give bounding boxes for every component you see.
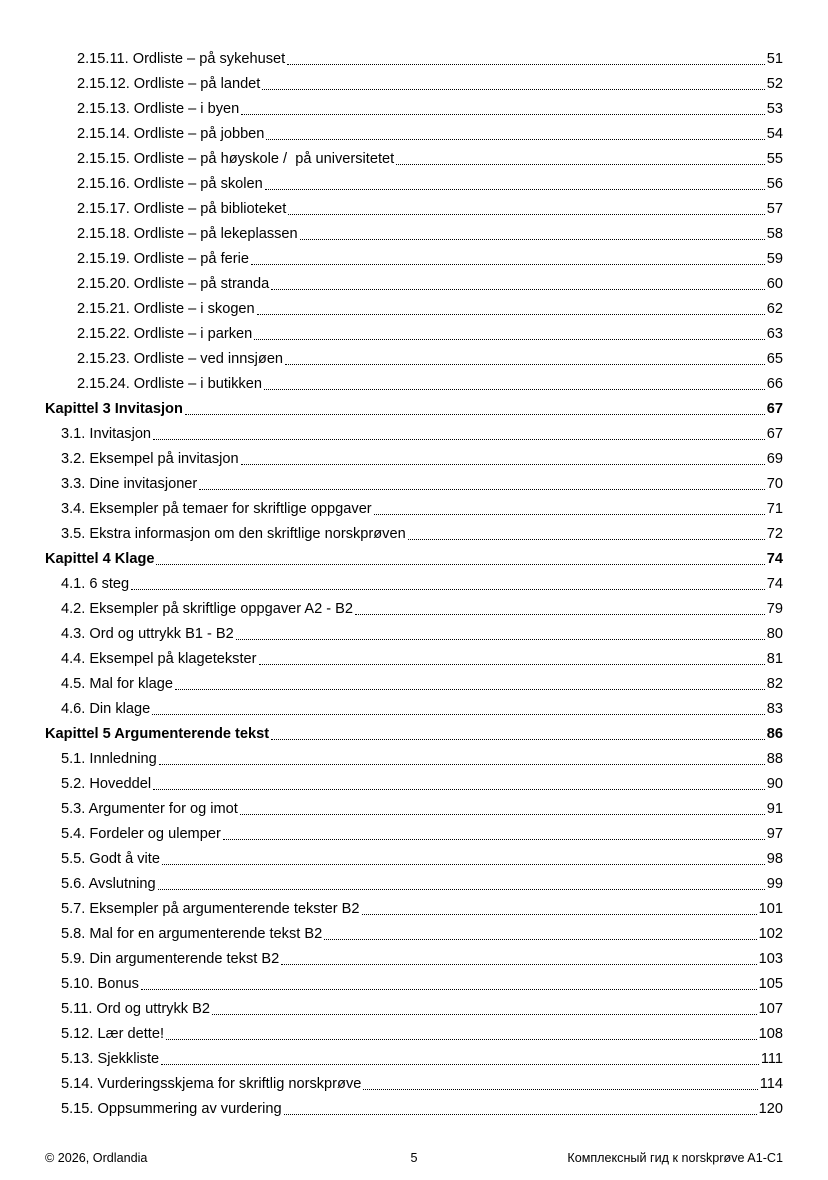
toc-entry-page: 55	[766, 151, 783, 167]
dot-leader	[236, 639, 765, 640]
toc-entry[interactable]	[0, 868, 828, 893]
dot-leader	[271, 739, 765, 740]
dot-leader	[199, 489, 764, 490]
toc-entry[interactable]	[0, 1018, 828, 1043]
toc-entry-label: 2.15.16. Ordliste – på skolen	[77, 176, 263, 192]
dot-leader	[363, 1089, 757, 1090]
dot-leader	[153, 789, 765, 790]
toc-entry-label: 5.10. Bonus	[61, 976, 139, 992]
toc-entry-label: 4.4. Eksempel på klagetekster	[61, 651, 257, 667]
toc-entry-label: Kapittel 5 Argumenterende tekst	[45, 726, 270, 742]
toc-entry[interactable]	[0, 168, 828, 193]
dot-leader	[324, 939, 756, 940]
toc-entry-page: 88	[766, 751, 783, 767]
toc-entry-label: 5.9. Din argumenterende tekst B2	[61, 951, 280, 967]
footer-title: Комплексный гид к norskprøve A1-C1	[567, 1151, 783, 1165]
page-footer	[45, 1151, 783, 1169]
dot-leader	[362, 914, 757, 915]
toc-entry-label: 5.1. Innledning	[61, 751, 157, 767]
dot-leader	[166, 1039, 757, 1040]
toc-entry-page: 83	[766, 701, 783, 717]
toc-entry[interactable]	[0, 743, 828, 768]
toc-entry[interactable]	[0, 693, 828, 718]
toc-entry-page: 63	[766, 326, 783, 342]
toc-entry-label: 3.5. Ekstra informasjon om den skriftlige norskprøven	[61, 526, 406, 542]
toc-entry-label: 2.15.17. Ordliste – på biblioteket	[77, 201, 287, 217]
toc-entry-label: 2.15.20. Ordliste – på stranda	[77, 276, 270, 292]
toc-entry[interactable]	[0, 118, 828, 143]
toc-entry-page: 70	[766, 476, 783, 492]
toc-entry-page: 74	[766, 576, 783, 592]
toc-entry-label: 3.3. Dine invitasjoner	[61, 476, 198, 492]
toc-entry-page: 91	[766, 801, 783, 817]
toc-entry-label: 4.3. Ord og uttrykk B1 - B2	[61, 626, 234, 642]
toc-entry-page: 108	[758, 1026, 783, 1042]
toc-entry[interactable]	[0, 193, 828, 218]
toc-entry-page: 105	[758, 976, 783, 992]
toc-entry-page: 120	[758, 1101, 783, 1117]
toc-entry[interactable]	[0, 418, 828, 443]
toc-entry-page: 65	[766, 351, 783, 367]
toc-entry[interactable]	[0, 243, 828, 268]
dot-leader	[257, 314, 765, 315]
toc-entry-page: 67	[766, 401, 783, 417]
toc-entry-page: 81	[766, 651, 783, 667]
toc-entry-page: 98	[766, 851, 783, 867]
toc-entry[interactable]	[0, 818, 828, 843]
toc-entry-label: 4.6. Din klage	[61, 701, 151, 717]
toc-entry-label: 5.3. Argumenter for og imot	[61, 801, 238, 817]
toc-entry-label: 2.15.14. Ordliste – på jobben	[77, 126, 265, 142]
toc-entry[interactable]	[0, 1043, 828, 1068]
toc-entry[interactable]	[0, 368, 828, 393]
dot-leader	[266, 139, 764, 140]
toc-entry-page: 86	[766, 726, 783, 742]
dot-leader	[355, 614, 765, 615]
toc-entry[interactable]	[0, 1093, 828, 1118]
toc-entry-label: 5.13. Sjekkliste	[61, 1051, 160, 1067]
toc-entry[interactable]	[0, 668, 828, 693]
toc-entry[interactable]	[0, 268, 828, 293]
toc-entry[interactable]	[0, 593, 828, 618]
toc-entry-label: 4.2. Eksempler på skriftlige oppgaver A2 - B2	[61, 601, 354, 617]
toc-entry-label: 5.14. Vurderingsskjema for skriftlig norskprøve	[61, 1076, 362, 1092]
toc-entry-page: 101	[758, 901, 783, 917]
toc-entry-label: 2.15.19. Ordliste – på ferie	[77, 251, 249, 267]
toc-entry-label: 5.7. Eksempler på argumenterende tekster B2	[61, 901, 360, 917]
toc-entry-label: 5.15. Oppsummering av vurdering	[61, 1101, 282, 1117]
toc-entry-page: 54	[766, 126, 783, 142]
dot-leader	[241, 464, 765, 465]
toc-entry-page: 58	[766, 226, 783, 242]
toc-entry-page: 57	[766, 201, 783, 217]
toc-entry-label: 5.6. Avslutning	[61, 876, 156, 892]
toc-entry-page: 80	[766, 626, 783, 642]
toc-entry[interactable]	[0, 993, 828, 1018]
toc-entry[interactable]	[0, 68, 828, 93]
toc-entry-page: 102	[758, 926, 783, 942]
toc-entry-page: 52	[766, 76, 783, 92]
toc-entry-label: 4.1. 6 steg	[61, 576, 130, 592]
toc-entry-page: 103	[758, 951, 783, 967]
dot-leader	[131, 589, 765, 590]
dot-leader	[408, 539, 765, 540]
toc-entry[interactable]	[0, 943, 828, 968]
dot-leader	[265, 189, 765, 190]
toc-entry-page: 71	[766, 501, 783, 517]
dot-leader	[159, 764, 765, 765]
toc-entry-page: 69	[766, 451, 783, 467]
dot-leader	[288, 214, 764, 215]
toc-chapter-entry[interactable]	[0, 393, 828, 418]
toc-entry[interactable]	[0, 143, 828, 168]
dot-leader	[271, 289, 764, 290]
dot-leader	[162, 864, 765, 865]
toc-entry-page: 72	[766, 526, 783, 542]
toc-entry-label: 2.15.21. Ordliste – i skogen	[77, 301, 255, 317]
toc-entry[interactable]	[0, 893, 828, 918]
dot-leader	[281, 964, 756, 965]
toc-entry-page: 66	[766, 376, 783, 392]
dot-leader	[374, 514, 765, 515]
toc-entry-page: 56	[766, 176, 783, 192]
dot-leader	[241, 114, 765, 115]
toc-entry[interactable]	[0, 443, 828, 468]
toc-entry-page: 67	[766, 426, 783, 442]
toc-entry-label: 5.4. Fordeler og ulemper	[61, 826, 221, 842]
toc-entry[interactable]	[0, 493, 828, 518]
toc-entry-page: 97	[766, 826, 783, 842]
toc-entry-page: 51	[766, 51, 783, 67]
toc-entry-label: 5.12. Lær dette!	[61, 1026, 165, 1042]
dot-leader	[259, 664, 765, 665]
toc-entry-label: 5.5. Godt å vite	[61, 851, 160, 867]
toc-entry-label: 2.15.13. Ordliste – i byen	[77, 101, 240, 117]
dot-leader	[284, 1114, 757, 1115]
toc-entry-label: Kapittel 3 Invitasjon	[45, 401, 183, 417]
dot-leader	[240, 814, 765, 815]
footer-page-number: 5	[410, 1151, 418, 1165]
toc-entry-label: 2.15.22. Ordliste – i parken	[77, 326, 253, 342]
toc-entry-page: 90	[766, 776, 783, 792]
dot-leader	[396, 164, 765, 165]
dot-leader	[285, 364, 765, 365]
toc-entry-label: 3.1. Invitasjon	[61, 426, 152, 442]
toc-entry-page: 62	[766, 301, 783, 317]
toc-entry[interactable]	[0, 1068, 828, 1093]
toc-entry-label: 2.15.18. Ordliste – på lekeplassen	[77, 226, 298, 242]
toc-entry[interactable]	[0, 318, 828, 343]
toc-entry[interactable]	[0, 768, 828, 793]
dot-leader	[175, 689, 765, 690]
toc-entry-label: 4.5. Mal for klage	[61, 676, 173, 692]
dot-leader	[153, 439, 765, 440]
toc-entry-page: 107	[758, 1001, 783, 1017]
dot-leader	[251, 264, 765, 265]
toc-entry-label: 2.15.15. Ordliste – på høyskole / på universitetet	[77, 151, 395, 167]
toc-entry-page: 114	[759, 1076, 783, 1092]
dot-leader	[264, 389, 765, 390]
toc-entry-label: 5.8. Mal for en argumenterende tekst B2	[61, 926, 323, 942]
dot-leader	[156, 564, 764, 565]
dot-leader	[185, 414, 765, 415]
footer-copyright: © 2026, Ordlandia	[45, 1151, 148, 1165]
toc-entry-page: 79	[766, 601, 783, 617]
toc-entry[interactable]	[0, 968, 828, 993]
toc-entry[interactable]	[0, 343, 828, 368]
toc-entry-label: 5.2. Hoveddel	[61, 776, 152, 792]
toc-entry-page: 53	[766, 101, 783, 117]
toc-entry[interactable]	[0, 643, 828, 668]
toc-entry[interactable]	[0, 793, 828, 818]
toc-entry-page: 60	[766, 276, 783, 292]
dot-leader	[212, 1014, 757, 1015]
toc-entry[interactable]	[0, 518, 828, 543]
dot-leader	[161, 1064, 759, 1065]
toc-entry-label: 3.4. Eksempler på temaer for skriftlige oppgaver	[61, 501, 372, 517]
toc-entry-label: 2.15.24. Ordliste – i butikken	[77, 376, 262, 392]
toc-entry-page: 111	[760, 1051, 783, 1067]
toc-entry-label: 5.11. Ord og uttrykk B2	[61, 1001, 210, 1017]
toc-entry[interactable]	[0, 568, 828, 593]
toc-entry-label: 2.15.11. Ordliste – på sykehuset	[77, 51, 286, 67]
dot-leader	[152, 714, 765, 715]
toc-entry[interactable]	[0, 843, 828, 868]
toc-entry-label: Kapittel 4 Klage	[45, 551, 155, 567]
toc-chapter-entry[interactable]	[0, 718, 828, 743]
dot-leader	[141, 989, 757, 990]
dot-leader	[300, 239, 765, 240]
dot-leader	[262, 89, 764, 90]
toc-entry[interactable]	[0, 218, 828, 243]
dot-leader	[223, 839, 765, 840]
toc-entry-page: 99	[766, 876, 783, 892]
toc-entry[interactable]	[0, 918, 828, 943]
toc-entry-page: 59	[766, 251, 783, 267]
toc-entry-label: 3.2. Eksempel på invitasjon	[61, 451, 239, 467]
toc-entry-page: 74	[766, 551, 783, 567]
table-of-contents	[0, 43, 828, 1118]
toc-entry[interactable]	[0, 468, 828, 493]
dot-leader	[158, 889, 765, 890]
toc-entry[interactable]	[0, 93, 828, 118]
toc-entry[interactable]	[0, 43, 828, 68]
toc-chapter-entry[interactable]	[0, 543, 828, 568]
toc-entry[interactable]	[0, 618, 828, 643]
dot-leader	[287, 64, 765, 65]
dot-leader	[254, 339, 765, 340]
toc-entry-page: 82	[766, 676, 783, 692]
toc-entry-label: 2.15.23. Ordliste – ved innsjøen	[77, 351, 284, 367]
toc-entry-label: 2.15.12. Ordliste – på landet	[77, 76, 261, 92]
toc-entry[interactable]	[0, 293, 828, 318]
